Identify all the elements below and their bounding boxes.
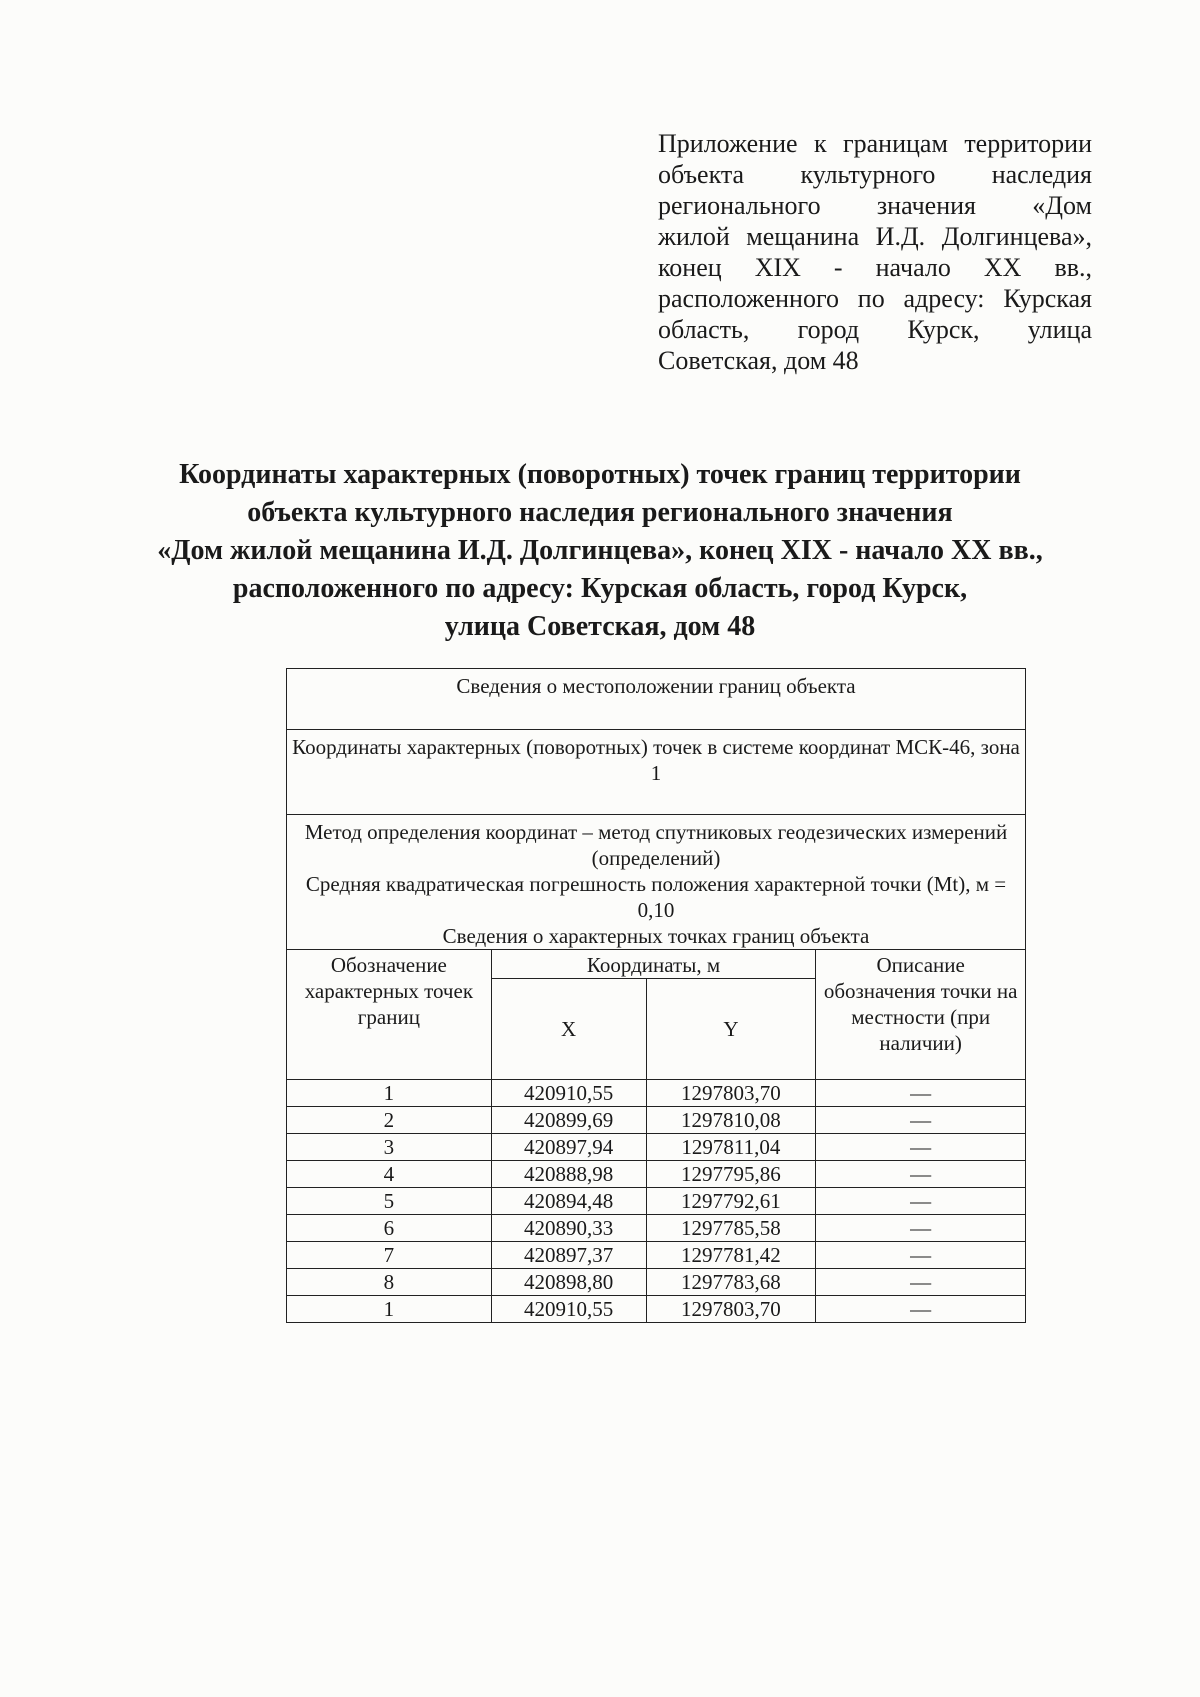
point-id-cell: 8: [287, 1269, 492, 1296]
appendix-line: Приложение к границам территории: [658, 129, 1092, 158]
point-id-cell: 3: [287, 1134, 492, 1161]
description-cell: —: [816, 1242, 1026, 1269]
description-cell: —: [816, 1269, 1026, 1296]
table-row: [287, 1296, 1026, 1323]
table-body: [287, 1080, 1026, 1323]
appendix-line: регионального значения «Дом: [658, 191, 1092, 220]
appendix-line: конец XIX - начало XX вв.,: [658, 253, 1092, 282]
title-line: Координаты характерных (поворотных) точек границ территории: [179, 459, 1021, 490]
location-header: Сведения о местоположении границ объекта: [287, 669, 1026, 730]
description-header: Описание обозначения точки на местности (при наличии): [816, 950, 1026, 1080]
table-row: [287, 1107, 1026, 1134]
title-line: расположенного по адресу: Курская область, город Курск,: [232, 573, 968, 604]
x-cell: 420890,33: [491, 1215, 646, 1242]
x-cell: 420910,55: [491, 1080, 646, 1107]
appendix-line: расположенного по адресу: Курская: [658, 284, 1092, 313]
description-cell: —: [816, 1215, 1026, 1242]
point-id-cell: 6: [287, 1215, 492, 1242]
description-cell: —: [816, 1134, 1026, 1161]
y-cell: 1297781,42: [646, 1242, 816, 1269]
point-id-cell: 1: [287, 1296, 492, 1323]
coord-system-header: Координаты характерных (поворотных) точек в системе координат МСК-46, зона 1: [287, 730, 1026, 815]
point-id-cell: 1: [287, 1080, 492, 1107]
y-cell: 1297803,70: [646, 1296, 816, 1323]
table-row: [287, 1215, 1026, 1242]
x-cell: 420899,69: [491, 1107, 646, 1134]
method-cell: [287, 815, 1026, 924]
method-text: Метод определения координат – метод спутниковых геодезических измерений (определений): [304, 820, 1008, 870]
table-row: [287, 1242, 1026, 1269]
x-cell: 420894,48: [491, 1188, 646, 1215]
appendix-line: объекта культурного наследия: [658, 160, 1092, 189]
y-cell: 1297783,68: [646, 1269, 816, 1296]
y-cell: 1297785,58: [646, 1215, 816, 1242]
table-row: [287, 1134, 1026, 1161]
points-header: Сведения о характерных точках границ объекта: [287, 923, 1026, 950]
point-id-cell: 2: [287, 1107, 492, 1134]
table-row: [287, 1080, 1026, 1107]
accuracy-text: Средняя квадратическая погрешность положения характерной точки (Mt), м = 0,10: [305, 872, 1007, 922]
y-header: Y: [646, 979, 816, 1080]
point-id-cell: 4: [287, 1161, 492, 1188]
appendix-note: [658, 128, 1092, 376]
title-line: «Дом жилой мещанина И.Д. Долгинцева», конец XIX - начало XX вв.,: [157, 535, 1043, 566]
appendix-line: жилой мещанина И.Д. Долгинцева»,: [658, 222, 1092, 251]
x-cell: 420888,98: [491, 1161, 646, 1188]
y-cell: 1297795,86: [646, 1161, 816, 1188]
description-cell: —: [816, 1080, 1026, 1107]
title-line: улица Советская, дом 48: [444, 611, 756, 642]
x-cell: 420897,37: [491, 1242, 646, 1269]
description-cell: —: [816, 1107, 1026, 1134]
coords-header: Координаты, м: [491, 950, 816, 979]
point-id-cell: 7: [287, 1242, 492, 1269]
description-cell: —: [816, 1188, 1026, 1215]
x-header: X: [491, 979, 646, 1080]
appendix-line: область, город Курск, улица: [658, 315, 1092, 344]
x-cell: 420898,80: [491, 1269, 646, 1296]
x-cell: 420897,94: [491, 1134, 646, 1161]
document-title: [150, 456, 1050, 646]
table-row: [287, 1188, 1026, 1215]
table-row: [287, 1161, 1026, 1188]
y-cell: 1297792,61: [646, 1188, 816, 1215]
coordinates-table: [286, 668, 1026, 1323]
description-cell: —: [816, 1296, 1026, 1323]
appendix-line: Советская, дом 48: [658, 346, 859, 375]
title-line: объекта культурного наследия регионального значения: [247, 497, 953, 528]
y-cell: 1297810,08: [646, 1107, 816, 1134]
table-row: [287, 1269, 1026, 1296]
description-cell: —: [816, 1161, 1026, 1188]
point-id-cell: 5: [287, 1188, 492, 1215]
y-cell: 1297811,04: [646, 1134, 816, 1161]
designation-header: Обозначение характерных точек границ: [287, 950, 492, 1080]
y-cell: 1297803,70: [646, 1080, 816, 1107]
x-cell: 420910,55: [491, 1296, 646, 1323]
